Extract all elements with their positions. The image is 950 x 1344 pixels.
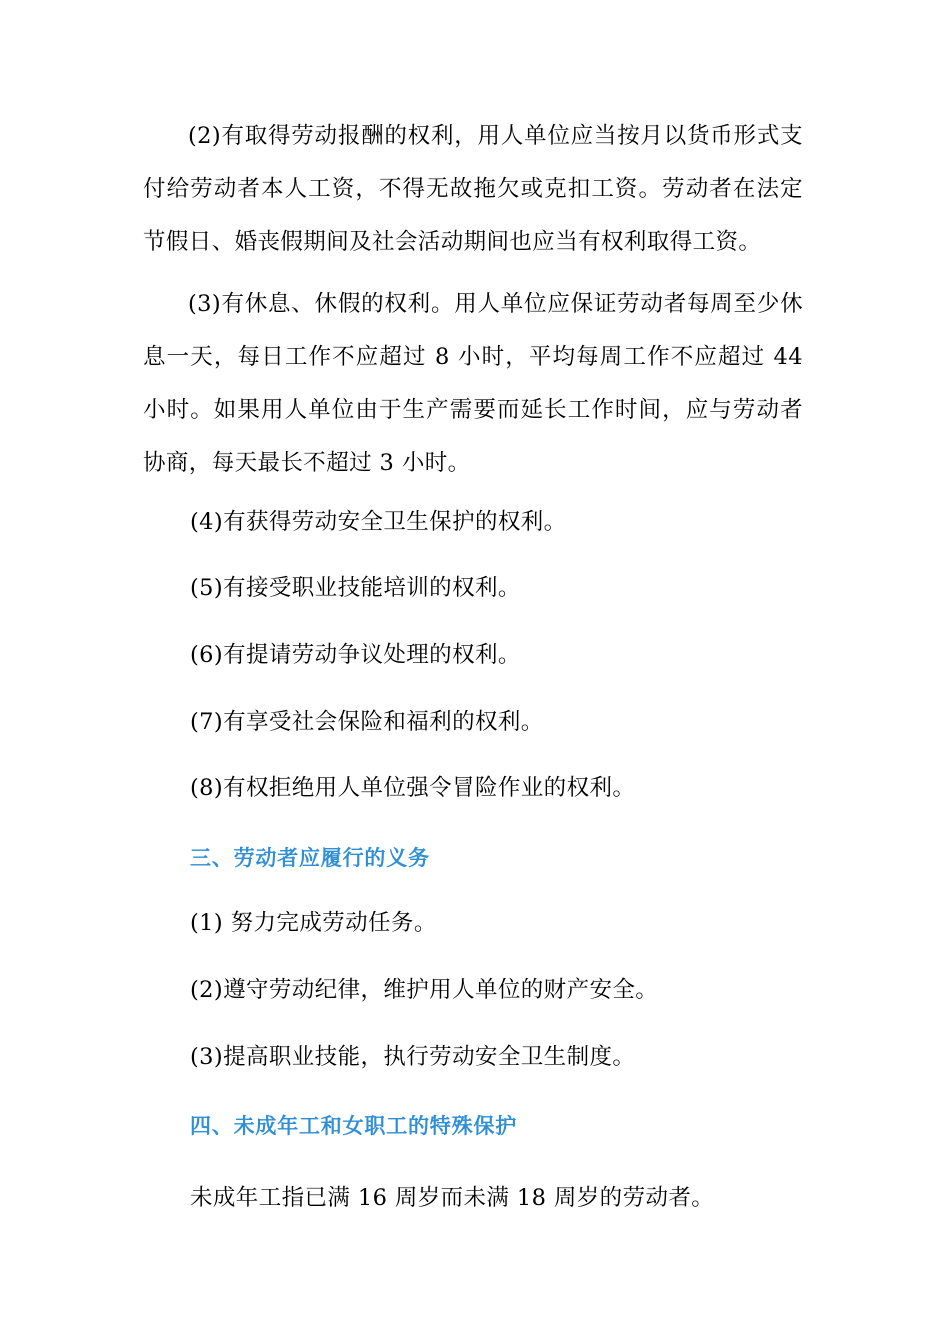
list-item: (5)有接受职业技能培训的权利。 (190, 575, 521, 601)
list-item: (4)有获得劳动安全卫生保护的权利。 (190, 509, 567, 535)
list-item: (8)有权拒绝用人单位强令冒险作业的权利。 (190, 775, 636, 801)
paragraph-right-to-rest: (3)有休息、休假的权利。用人单位应保证劳动者每周至少休息一天，每日工作不应超过 8 小时，平均每周工作不应超过 44 小时。如果用人单位由于生产需要而延长工作时间，应与劳动者协商，每天最长不超过 3 小时。 (143, 291, 803, 476)
paragraph-right-to-remuneration: (2)有取得劳动报酬的权利，用人单位应当按月以货币形式支付给劳动者本人工资，不得无故拖欠或克扣工资。劳动者在法定节假日、婚丧假期间及社会活动期间也应当有权利取得工资。 (143, 123, 803, 255)
list-item: (1) 努力完成劳动任务。 (190, 910, 437, 936)
list-item: (7)有享受社会保险和福利的权利。 (190, 709, 544, 735)
list-item: (6)有提请劳动争议处理的权利。 (190, 642, 521, 668)
paragraph-minor-workers: 未成年工指已满 16 周岁而未满 18 周岁的劳动者。 (190, 1185, 715, 1211)
section-heading-special-protection: 四、未成年工和女职工的特殊保护 (190, 1114, 517, 1138)
list-item: (3)提高职业技能，执行劳动安全卫生制度。 (190, 1044, 636, 1070)
section-heading-obligations: 三、劳动者应履行的义务 (190, 846, 430, 870)
list-item: (2)遵守劳动纪律，维护用人单位的财产安全。 (190, 977, 659, 1003)
